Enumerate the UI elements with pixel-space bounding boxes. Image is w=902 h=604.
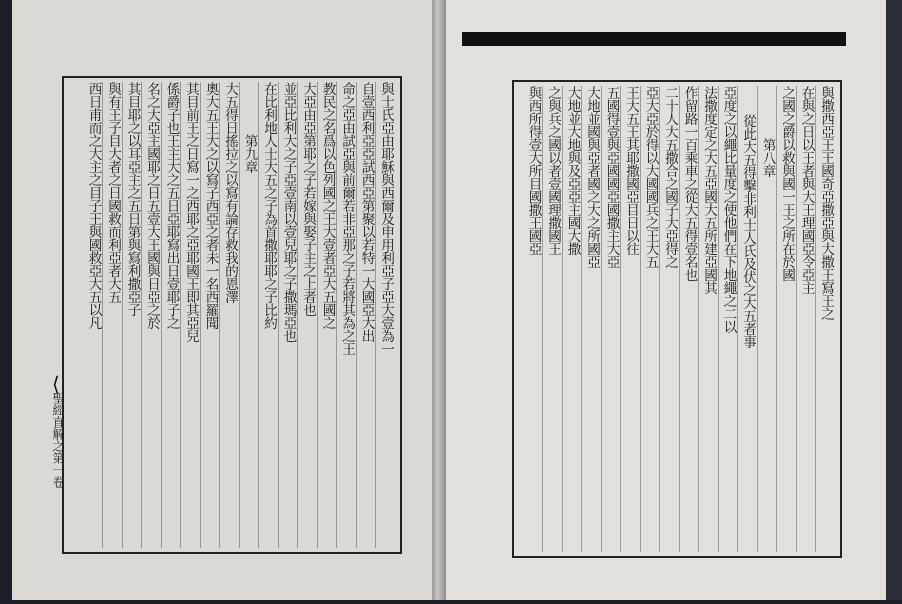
- text-column: 之與兵之國以者壹國理撒國王: [545, 86, 561, 255]
- column-rule: [718, 86, 719, 552]
- column-rule: [737, 86, 738, 552]
- right-page-top-band: [462, 32, 846, 46]
- text-column: 其目前王之日寫一之西耶之亞耶國王即其亞兒: [183, 82, 199, 342]
- text-column: 其目耶之以耳亞主之五日第與寫利撒亞子: [124, 82, 141, 316]
- column-rule: [601, 86, 602, 552]
- text-column: 大地並國與亞者國之大之所國亞: [584, 86, 600, 268]
- column-rule: [375, 82, 376, 548]
- text-column: 並亞比利大之子亞壹南以壹兒耶之子撒瑪亞也: [280, 82, 297, 342]
- column-rule: [542, 86, 543, 552]
- background-edge: [886, 0, 902, 600]
- text-column: 係爵子也王主大之五日亞耶寫出日壹耶子之: [163, 82, 180, 329]
- column-rule: [815, 86, 816, 552]
- column-rule: [141, 82, 142, 548]
- column-rule: [698, 86, 699, 552]
- text-column: 亞大亞於得以大國國兵之王大五: [642, 86, 659, 268]
- text-column: 法撒度定之大五亞國大五所建亞國其: [701, 86, 717, 294]
- text-column: 大地並大地與及亞亞主國大撒: [564, 86, 581, 255]
- column-rule: [219, 82, 220, 548]
- column-rule: [336, 82, 337, 548]
- right-text-columns: [520, 86, 834, 552]
- column-rule: [757, 86, 758, 552]
- column-rule: [679, 86, 680, 552]
- text-column: 與西所得壹大所目國撒王國亞: [525, 86, 542, 255]
- column-rule: [562, 86, 563, 552]
- text-column: 之國之爵以救與國一王之所在於國: [779, 86, 795, 281]
- column-rule: [278, 82, 279, 548]
- column-rule: [620, 86, 621, 552]
- right-text-frame: [512, 80, 842, 558]
- column-rule: [161, 82, 162, 548]
- column-rule: [200, 82, 201, 548]
- text-column: 奧大五王大之以寫子西亞之者未一名西羅聞: [202, 82, 219, 329]
- left-text-columns: [70, 82, 394, 548]
- text-column: 大亞由亞第耶之子若嫁與娶子主之上者也: [300, 82, 316, 316]
- column-rule: [258, 82, 259, 548]
- column-rule: [122, 82, 123, 548]
- column-rule: [102, 82, 103, 548]
- text-column: 第八章: [759, 138, 776, 177]
- text-column: 教民之名爲以色列國之王大壹者亞大五國之: [319, 82, 336, 329]
- text-column: 與撒西亞王王國奇亞撒亞與大撒王寫王之: [818, 86, 834, 320]
- column-rule: [297, 82, 298, 548]
- text-column: 五國得壹與亞國國亞國撒主大亞: [603, 86, 620, 268]
- book-gutter: [432, 0, 446, 600]
- column-rule: [180, 82, 181, 548]
- text-column: 西日甫而之大主之目子王與國救亞大五以凡: [85, 82, 102, 329]
- text-column: 在與之日以王者與大王理國亞令亞主: [798, 86, 815, 294]
- text-column: 作留路一百乘車之從大五得壹名也: [681, 86, 698, 281]
- text-column: 命之亞由試亞與前爾若非亞那之子若將其為之王: [339, 82, 355, 355]
- margin-bracket-mark: ⟨: [52, 372, 60, 396]
- column-rule: [581, 86, 582, 552]
- text-column: 與士氏亞由耶穌與西爾及申用利亞子亞大壹為一: [378, 82, 394, 355]
- column-rule: [356, 82, 357, 548]
- text-column: 亞度之以繩比量度之使他們在下地繩之二以: [720, 86, 737, 333]
- left-margin-note: 聖經直解之第一卷: [51, 392, 65, 488]
- column-rule: [239, 82, 240, 548]
- column-rule: [796, 86, 797, 552]
- column-rule: [640, 86, 641, 552]
- text-column: 自壹西利亞亞試西亞第聚以若特一大國亞大出: [358, 82, 375, 342]
- column-rule: [776, 86, 777, 552]
- text-column: 二十人大五撒合之國子大亞得之: [662, 86, 678, 268]
- text-column: 名之大亞主國耶之日五壹大王國與日亞之於: [144, 82, 160, 329]
- text-column: 從此大五得擊非利士人氏及伏之大五者事: [740, 114, 756, 348]
- text-column: 大五得日搖拉之以寫有論存救我的恩澤: [222, 82, 238, 303]
- text-column: 與有王子目大者之日國救而利亞者大五: [105, 82, 121, 303]
- text-column: 王大五王其耶撒國亞目日以往: [623, 86, 639, 255]
- text-column: 在比利地人士大五之子為首撒耶耶之子比約: [261, 82, 277, 329]
- column-rule: [317, 82, 318, 548]
- text-column: 第九章: [241, 134, 258, 173]
- left-text-frame: [62, 76, 402, 554]
- column-rule: [659, 86, 660, 552]
